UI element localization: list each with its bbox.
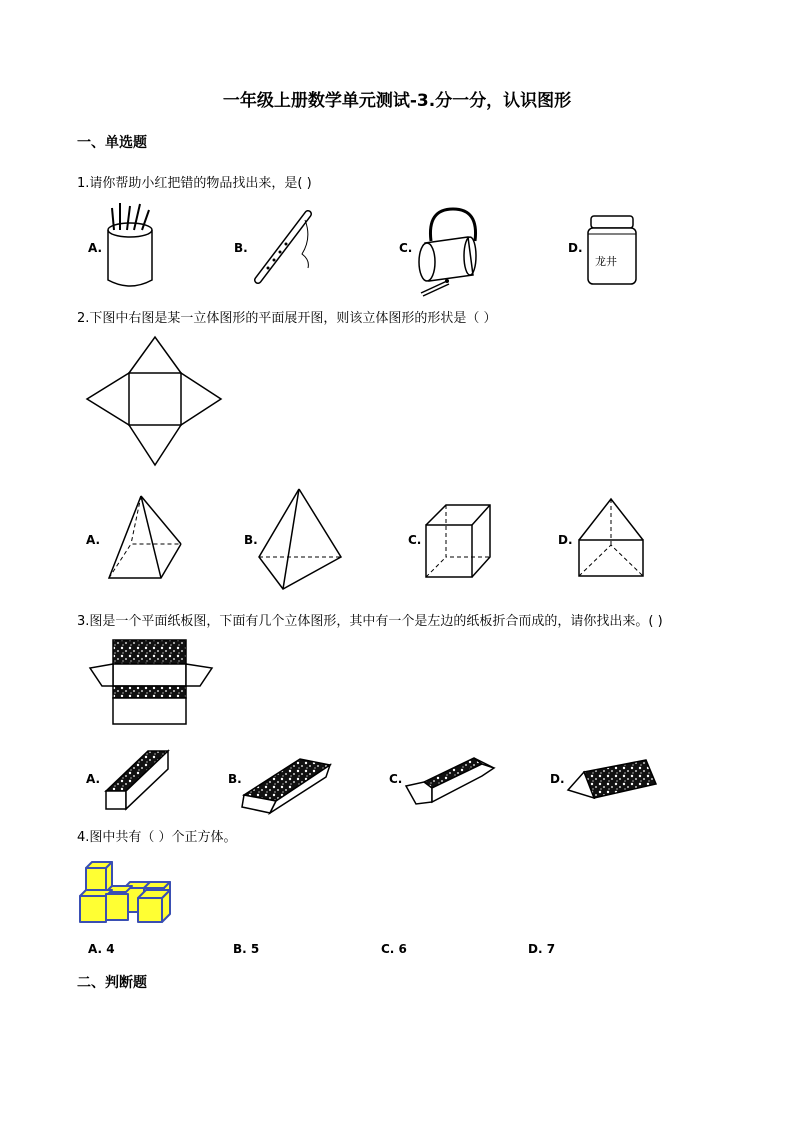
question-2-text: 2.下图中右图是某一立体图形的平面展开图，则该立体图形的形状是（ ） — [77, 311, 497, 326]
drum-icon — [413, 203, 488, 298]
q3-option-b-label[interactable]: B. — [228, 772, 242, 786]
q4-option-d-label[interactable]: D. 7 — [528, 942, 556, 956]
section-heading-true-false: 二、判断题 — [77, 975, 147, 991]
tea-jar-label: 龙井 — [595, 255, 617, 268]
section-heading-single-choice: 一、单选题 — [77, 135, 147, 151]
q2-option-d-label[interactable]: D. — [558, 533, 573, 547]
question-1-text: 1.请你帮助小红把错的物品找出来，是( ) — [77, 176, 312, 191]
q1-option-a-label[interactable]: A. — [88, 241, 103, 255]
trapezoid-prism-option — [240, 753, 335, 815]
rectangular-prism-option — [104, 747, 174, 812]
tea-jar-icon — [585, 214, 640, 289]
q2-option-a-label[interactable]: A. — [86, 533, 101, 547]
q1-option-b-label[interactable]: B. — [234, 241, 248, 255]
q4-option-a-label[interactable]: A. 4 — [88, 942, 115, 956]
q4-option-b-label[interactable]: B. 5 — [233, 942, 260, 956]
yellow-cubes-figure — [78, 860, 178, 926]
q3-option-a-label[interactable]: A. — [86, 772, 101, 786]
flute-icon — [250, 208, 320, 288]
q3-option-d-label[interactable]: D. — [550, 772, 565, 786]
open-trough-option — [404, 752, 496, 810]
q3-option-c-label[interactable]: C. — [389, 772, 403, 786]
triangular-pyramid-shape — [255, 487, 345, 592]
paper-net-diagram — [88, 638, 218, 728]
q1-option-c-label[interactable]: C. — [399, 241, 413, 255]
pencil-holder-icon — [100, 200, 160, 295]
square-pyramid-shape — [105, 492, 185, 582]
question-4-text: 4.图中共有（ ）个正方体。 — [77, 830, 237, 845]
page-title: 一年级上册数学单元测试-3.分一分，认识图形 — [222, 91, 572, 111]
q2-option-c-label[interactable]: C. — [408, 533, 422, 547]
pyramid-net-diagram — [85, 335, 225, 470]
q1-option-d-label[interactable]: D. — [568, 241, 583, 255]
triangular-prism-option — [566, 758, 661, 806]
q2-option-b-label[interactable]: B. — [244, 533, 258, 547]
triangular-prism-shape — [577, 495, 647, 580]
cube-shape — [424, 503, 494, 579]
question-3-text: 3.图是一个平面纸板图，下面有几个立体图形，其中有一个是左边的纸板折合而成的，请你找出来。( ) — [77, 614, 663, 629]
q4-option-c-label[interactable]: C. 6 — [381, 942, 407, 956]
